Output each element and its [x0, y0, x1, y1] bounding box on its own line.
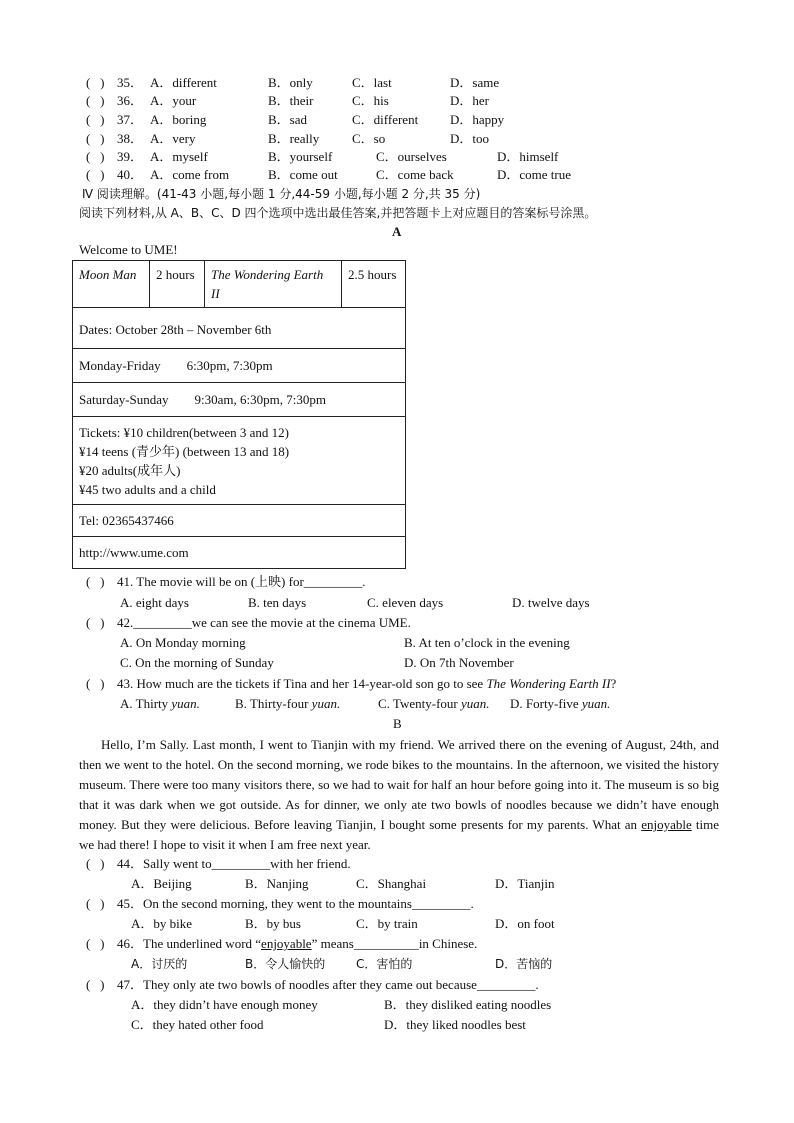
option-d: D. Forty-five yuan. — [510, 696, 611, 711]
option-c: C．come back — [376, 167, 454, 182]
option-d: D．happy — [450, 112, 505, 127]
option-b: B．really — [268, 131, 320, 146]
option-d: D．too — [450, 131, 490, 146]
option-c: C．different — [352, 112, 419, 127]
option-d: D．himself — [497, 149, 559, 164]
question-45-stem: 45．On the second morning, they went to the mountains_________. — [117, 896, 474, 911]
movie1-length: 2 hours — [150, 261, 205, 308]
option-b: B．only — [268, 75, 313, 90]
option-b: B．their — [268, 93, 314, 108]
part-a-label: A — [392, 224, 402, 239]
answer-bracket: ( ) — [86, 149, 105, 164]
option-a: A．your — [150, 93, 197, 108]
passage-b: Hello, I’m Sally. Last month, I went to Tianjin with my friend. We arrived there on the evening of August, 24th, and then we went to the hotel. On the second morning, we rode bikes to the mountains. In the afternoon, we visited the history museum. There were too many visitors there, so we had to wait for half an hour before going into it. The museum is so big that it was dark when we got outside. As for dinner, we only ate two bowls of noodles because we didn’t have enough money. But they were delicious. Before leaving Tianjin, I bought some presents for my parents. What an enjoyable time we had there! I hope to visit it when I am free next year. — [79, 737, 720, 852]
option-a: A. On Monday morning — [120, 635, 246, 650]
option-a: A．Beijing — [131, 876, 192, 891]
answer-bracket: ( ) — [86, 93, 105, 108]
option-c: C．害怕的 — [356, 957, 413, 971]
option-c: C. On the morning of Sunday — [120, 655, 274, 670]
answer-bracket: ( ) — [86, 936, 105, 951]
option-b: B. Thirty-four yuan. — [235, 696, 341, 711]
question-43-stem: 43. How much are the tickets if Tina and her 14-year-old son go to see The Wondering Earth II? — [117, 676, 617, 691]
option-d: D．Tianjin — [495, 876, 555, 891]
cinema-notice-table — [72, 260, 406, 569]
weekday-label: Monday-Friday — [79, 358, 161, 373]
question-number: 36． — [117, 93, 144, 108]
option-a: A．come from — [150, 167, 230, 182]
option-d: D. twelve days — [512, 595, 590, 610]
option-b: B．yourself — [268, 149, 333, 164]
notice-welcome: Welcome to UME! — [79, 242, 178, 257]
option-d: D．苦恼的 — [495, 957, 553, 971]
option-c: C. eleven days — [367, 595, 444, 610]
ticket-line: ¥45 two adults and a child — [79, 482, 216, 497]
question-47-stem: 47．They only ate two bowls of noodles after they came out because_________. — [117, 977, 539, 992]
question-number: 35． — [117, 75, 144, 90]
option-a: A．different — [150, 75, 217, 90]
option-a: A．讨厌的 — [131, 957, 188, 971]
option-d: D．on foot — [495, 916, 555, 931]
option-c: C．ourselves — [376, 149, 447, 164]
option-c: C．last — [352, 75, 392, 90]
option-a: A．very — [150, 131, 196, 146]
ticket-line: ¥14 teens (青少年) (between 13 and 18) — [79, 444, 290, 459]
option-b: B．Nanjing — [245, 876, 309, 891]
option-b: B．by bus — [245, 916, 301, 931]
option-d: D．come true — [497, 167, 572, 182]
option-c: C．by train — [356, 916, 418, 931]
option-b: B. ten days — [248, 595, 307, 610]
weekend-label: Saturday-Sunday — [79, 392, 169, 407]
part-b-label: B — [393, 716, 402, 731]
section-heading: Ⅳ 阅读理解。(41-43 小题,每小题 1 分,44-59 小题,每小题 2 分,共 35 分) — [82, 187, 481, 201]
option-b: B. At ten o’clock in the evening — [404, 635, 570, 650]
option-b: B．sad — [268, 112, 308, 127]
answer-bracket: ( ) — [86, 167, 105, 182]
ticket-line: Tickets: ¥10 children(between 3 and 12) — [79, 425, 289, 440]
option-c: C．Shanghai — [356, 876, 427, 891]
option-a: A．by bike — [131, 916, 193, 931]
option-a: A．they didn’t have enough money — [131, 997, 318, 1012]
answer-bracket: ( ) — [86, 896, 105, 911]
question-41-stem: 41. The movie will be on (上映) for_________. — [117, 574, 366, 589]
option-b: B．come out — [268, 167, 338, 182]
option-d: D．her — [450, 93, 489, 108]
movie1-name: Moon Man — [73, 261, 150, 308]
option-a: A．boring — [150, 112, 207, 127]
notice-website: http://www.ume.com — [73, 537, 406, 569]
option-c: C．so — [352, 131, 386, 146]
option-a: A．myself — [150, 149, 208, 164]
movie2-name: The Wondering Earth II — [205, 261, 342, 308]
option-c: C．his — [352, 93, 389, 108]
answer-bracket: ( ) — [86, 131, 105, 146]
option-a: A. Thirty yuan. — [120, 696, 200, 711]
answer-bracket: ( ) — [86, 112, 105, 127]
option-c: C. Twenty-four yuan. — [378, 696, 490, 711]
option-c: C．they hated other food — [131, 1017, 264, 1032]
movie2-length: 2.5 hours — [342, 261, 406, 308]
section-instruction: 阅读下列材料,从 A、B、C、D 四个选项中选出最佳答案,并把答题卡上对应题目的答案标号涂黑。 — [79, 206, 597, 220]
notice-dates: Dates: October 28th – November 6th — [73, 308, 406, 349]
question-42-stem: 42._________we can see the movie at the cinema UME. — [117, 615, 411, 630]
answer-bracket: ( ) — [86, 856, 105, 871]
answer-bracket: ( ) — [86, 615, 105, 630]
answer-bracket: ( ) — [86, 574, 105, 589]
option-d: D．they liked noodles best — [384, 1017, 526, 1032]
option-a: A. eight days — [120, 595, 189, 610]
answer-bracket: ( ) — [86, 75, 105, 90]
question-number: 39． — [117, 149, 144, 164]
question-44-stem: 44．Sally went to_________with her friend. — [117, 856, 351, 871]
question-number: 37． — [117, 112, 144, 127]
option-b: B．they disliked eating noodles — [384, 997, 552, 1012]
answer-bracket: ( ) — [86, 676, 105, 691]
notice-tel: Tel: 02365437466 — [73, 505, 406, 537]
question-number: 38． — [117, 131, 144, 146]
weekday-times: 6:30pm, 7:30pm — [186, 358, 273, 373]
underlined-word: enjoyable — [641, 817, 692, 832]
option-b: B．令人愉快的 — [245, 957, 326, 971]
answer-bracket: ( ) — [86, 977, 105, 992]
question-number: 40． — [117, 167, 144, 182]
question-46-stem: 46．The underlined word “enjoyable” means__________in Chinese. — [117, 936, 478, 951]
option-d: D．same — [450, 75, 500, 90]
option-d: D. On 7th November — [404, 655, 514, 670]
weekend-times: 9:30am, 6:30pm, 7:30pm — [194, 392, 326, 407]
ticket-line: ¥20 adults(成年人) — [79, 463, 181, 478]
